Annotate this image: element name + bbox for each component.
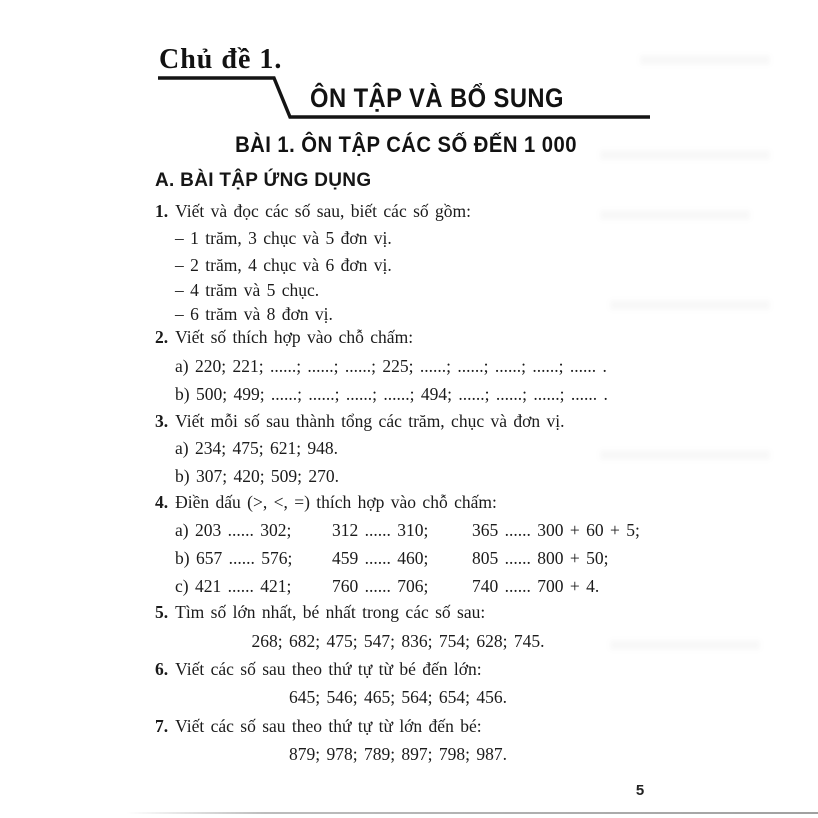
exercise-1-text: Viết và đọc các số sau, biết các số gồm:	[175, 201, 472, 221]
exercise-4-cell: 740 ...... 700 + 4.	[472, 576, 600, 596]
exercise-4-stem	[155, 492, 497, 514]
lesson-title: BÀI 1. ÔN TẬP CÁC SỐ ĐẾN 1 000	[235, 132, 577, 157]
exercise-4-number: 4.	[155, 492, 169, 512]
exercise-4-cell: 760 ...... 706;	[332, 576, 429, 596]
exercise-3-stem	[155, 411, 564, 433]
exercise-4-text: Điền dấu (>, <, =) thích hợp vào chỗ chấm:	[175, 492, 497, 512]
exercise-6-number: 6.	[155, 659, 169, 679]
bleed-through-artifact	[600, 210, 750, 220]
exercise-6-number-list: 645; 546; 465; 564; 654; 456.	[288, 687, 508, 707]
exercise-4-cell: a) 203 ...... 302;	[175, 520, 292, 540]
exercise-6-stem	[155, 659, 482, 681]
exercise-7-text: Viết các số sau theo thứ tự từ lớn đến bé:	[175, 716, 482, 736]
exercise-3-item: b) 307; 420; 509; 270.	[175, 466, 340, 486]
exercise-4-cell: 312 ...... 310;	[332, 520, 429, 540]
exercise-2-text: Viết số thích hợp vào chỗ chấm:	[175, 327, 414, 347]
exercise-1-item: – 2 trăm, 4 chục và 6 đơn vị.	[175, 255, 392, 275]
exercise-7-stem	[155, 716, 482, 738]
exercise-4-cell: c) 421 ...... 421;	[175, 576, 292, 596]
chapter-label: Chủ đề 1.	[159, 44, 283, 75]
exercise-7-number-list: 879; 978; 789; 897; 798; 987.	[288, 744, 508, 764]
page-bottom-edge-shadow	[126, 812, 818, 814]
bleed-through-artifact	[600, 450, 770, 460]
exercise-5-stem	[155, 602, 485, 624]
exercise-4-cell: 459 ...... 460;	[332, 548, 429, 568]
exercise-4-cell: b) 657 ...... 576;	[175, 548, 293, 568]
exercise-1-stem	[155, 201, 471, 223]
bleed-through-artifact	[640, 55, 770, 65]
exercise-3-text: Viết mỗi số sau thành tổng các trăm, chục và đơn vị.	[175, 411, 565, 431]
page-number: 5	[635, 782, 645, 799]
exercise-2-item: a) 220; 221; ......; ......; ......; 225; ......; ......; ......; ......; ...... .	[175, 356, 607, 376]
exercise-2-stem	[155, 327, 413, 349]
exercise-2-number: 2.	[155, 327, 169, 347]
exercise-1-item: – 4 trăm và 5 chục.	[175, 280, 320, 300]
exercise-3-item: a) 234; 475; 621; 948.	[175, 438, 339, 458]
exercise-4-cell: 365 ...... 300 + 60 + 5;	[472, 520, 640, 540]
exercise-7-number: 7.	[155, 716, 169, 736]
exercise-3-number: 3.	[155, 411, 169, 431]
exercise-5-number: 5.	[155, 602, 169, 622]
bleed-through-artifact	[610, 300, 770, 310]
section-heading: A. BÀI TẬP ỨNG DỤNG	[155, 170, 372, 191]
bleed-through-artifact	[600, 150, 770, 160]
exercise-2-item: b) 500; 499; ......; ......; ......; ......; 494; ......; ......; ......; ...... .	[175, 384, 608, 404]
exercise-5-number-list: 268; 682; 475; 547; 836; 754; 628; 745.	[251, 631, 545, 651]
exercise-5-text: Tìm số lớn nhất, bé nhất trong các số sau:	[175, 602, 486, 622]
exercise-6-text: Viết các số sau theo thứ tự từ bé đến lớn:	[175, 659, 482, 679]
exercise-4-cell: 805 ...... 800 + 50;	[472, 548, 609, 568]
exercise-1-item: – 6 trăm và 8 đơn vị.	[175, 304, 333, 324]
exercise-1-number: 1.	[155, 201, 169, 221]
exercise-1-item: – 1 trăm, 3 chục và 5 đơn vị.	[175, 228, 392, 248]
chapter-title: ÔN TẬP VÀ BỔ SUNG	[310, 83, 564, 113]
